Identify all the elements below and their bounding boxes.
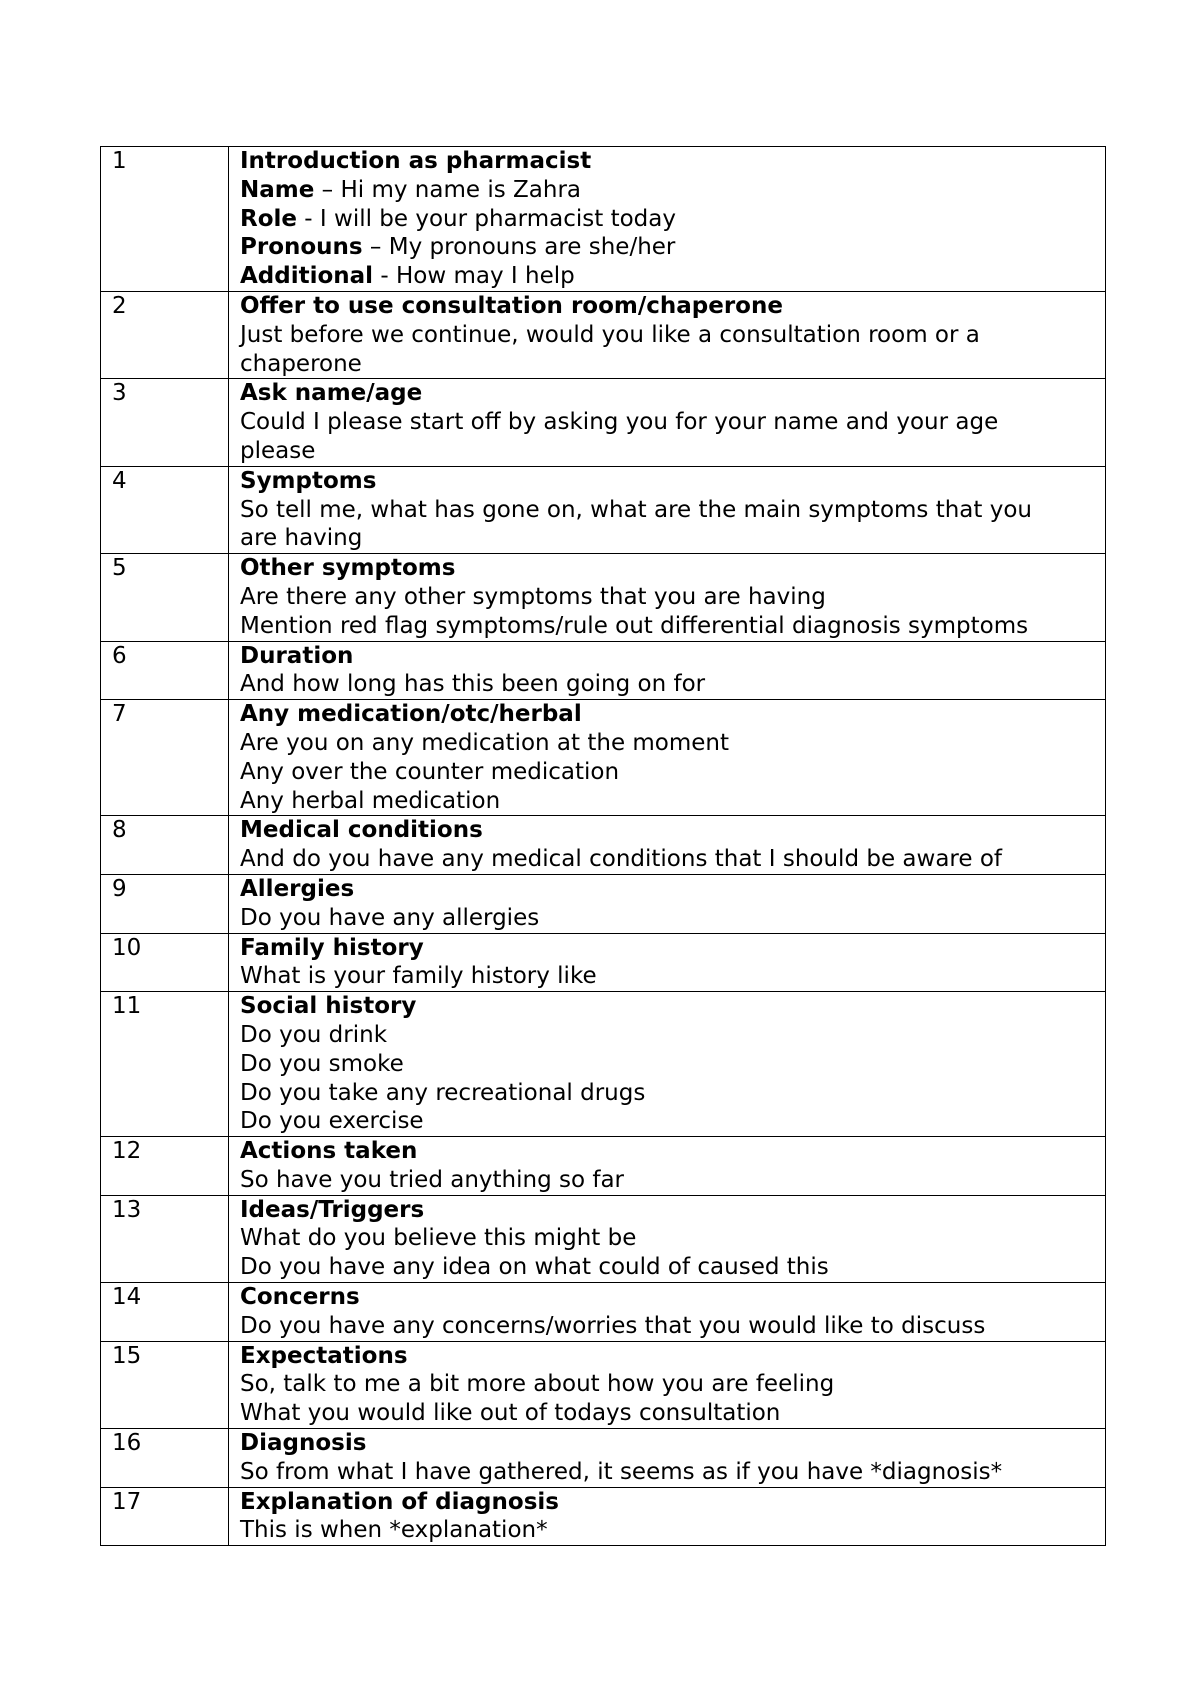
table-row [101,933,1106,992]
row-line: Are you on any medication at the moment [240,729,730,756]
row-heading: Other symptoms [240,555,456,582]
row-line: Do you exercise [240,1108,424,1135]
row-content [229,466,1106,553]
row-heading: Ideas/Triggers [240,1196,425,1223]
row-line: Are there any other symptoms that you are having [240,583,826,610]
line-text: - How may I help [373,263,575,290]
table-row [101,874,1106,933]
row-line: Do you have any idea on what could of caused this [240,1254,829,1281]
line-label: Role [240,205,297,232]
row-line: Do you drink [240,1021,388,1048]
table-row [101,1341,1106,1428]
row-heading: Concerns [240,1284,360,1311]
table-row [101,1283,1106,1342]
row-number: 17 [101,1487,229,1546]
row-content [229,816,1106,875]
line-label: Additional [240,263,374,290]
row-number: 12 [101,1137,229,1196]
row-content [229,641,1106,700]
table-row [101,992,1106,1137]
consultation-checklist-table [100,146,1106,1546]
row-number: 6 [101,641,229,700]
row-line: Any over the counter medication [240,758,620,785]
row-line: Mention red flag symptoms/rule out differential diagnosis symptoms [240,612,1029,639]
row-line: Any herbal medication [240,787,501,814]
row-content [229,700,1106,816]
line-label: Pronouns [240,234,363,261]
row-line: please [240,437,316,464]
row-heading: Introduction as pharmacist [240,148,592,174]
row-number: 16 [101,1429,229,1488]
row-line: are having [240,525,363,552]
table-row [101,641,1106,700]
row-number: 7 [101,700,229,816]
row-content [229,1283,1106,1342]
row-heading: Diagnosis [240,1430,367,1457]
row-content [229,874,1106,933]
row-number: 14 [101,1283,229,1342]
row-content [229,1195,1106,1282]
row-number: 15 [101,1341,229,1428]
row-content [229,291,1106,378]
labeled-line [240,233,1105,262]
row-number: 11 [101,992,229,1137]
row-number: 8 [101,816,229,875]
row-number: 2 [101,291,229,378]
labeled-line [240,176,1105,205]
row-content [229,379,1106,466]
row-heading: Medical conditions [240,817,483,844]
row-line: Do you smoke [240,1050,404,1077]
labeled-line [240,205,1105,234]
labeled-line [240,262,1105,291]
row-line: Do you have any concerns/worries that you would like to discuss [240,1312,986,1339]
row-line: What is your family history like [240,963,597,990]
row-content [229,1487,1106,1546]
row-line: Do you have any allergies [240,904,540,931]
row-content [229,147,1106,292]
row-line: Just before we continue, would you like a consultation room or a [240,321,980,348]
table-row [101,291,1106,378]
row-content [229,1137,1106,1196]
row-line: And how long has this been going on for [240,671,706,698]
row-number: 13 [101,1195,229,1282]
line-label: Name [240,176,315,203]
table-row [101,700,1106,816]
row-heading: Social history [240,993,417,1020]
row-heading: Symptoms [240,467,377,494]
row-heading: Ask name/age [240,380,423,407]
row-number: 4 [101,466,229,553]
table-row [101,816,1106,875]
row-line: So have you tried anything so far [240,1166,624,1193]
table-row [101,379,1106,466]
row-heading: Allergies [240,875,355,902]
row-content [229,554,1106,641]
row-heading: Family history [240,934,424,961]
row-heading: Duration [240,642,354,669]
row-line: This is when *explanation* [240,1517,548,1544]
table-row [101,1137,1106,1196]
row-content [229,1341,1106,1428]
row-number: 5 [101,554,229,641]
row-line: What you would like out of todays consultation [240,1400,781,1427]
row-line: chaperone [240,350,362,377]
table-row [101,1195,1106,1282]
line-text: – My pronouns are she/her [362,234,676,261]
row-number: 1 [101,147,229,292]
row-content [229,1429,1106,1488]
row-line: What do you believe this might be [240,1225,637,1252]
row-line: Do you take any recreational drugs [240,1079,646,1106]
row-heading: Explanation of diagnosis [240,1488,559,1515]
row-line: Could I please start off by asking you for your name and your age [240,409,999,436]
row-heading: Expectations [240,1342,408,1369]
line-text: - I will be your pharmacist today [297,205,676,232]
row-content [229,933,1106,992]
row-heading: Actions taken [240,1138,418,1165]
line-text: – Hi my name is Zahra [314,176,581,203]
row-line: So from what I have gathered, it seems as if you have *diagnosis* [240,1458,1003,1485]
table-row [101,147,1106,292]
row-number: 3 [101,379,229,466]
row-line: So, talk to me a bit more about how you are feeling [240,1371,835,1398]
table-row [101,554,1106,641]
table-row [101,1429,1106,1488]
row-content [229,992,1106,1137]
row-number: 10 [101,933,229,992]
row-number: 9 [101,874,229,933]
row-line: So tell me, what has gone on, what are the main symptoms that you [240,496,1032,523]
row-line: And do you have any medical conditions that I should be aware of [240,846,1002,873]
row-heading: Offer to use consultation room/chaperone [240,292,783,319]
row-heading: Any medication/otc/herbal [240,701,582,728]
table-row [101,466,1106,553]
table-row [101,1487,1106,1546]
